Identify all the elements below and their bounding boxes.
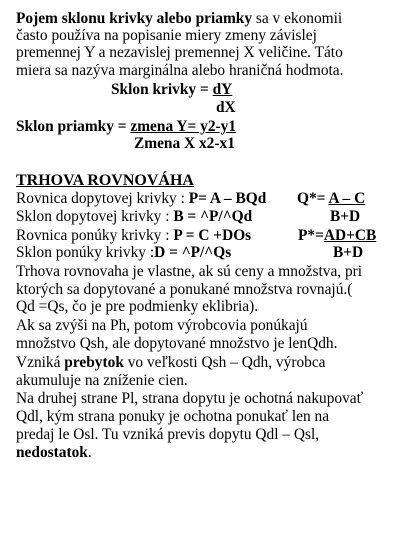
body-p2-line-2: množstvo Qsh, ale dopytované množstvo je lenQdh.	[16, 335, 338, 352]
intro-line-1	[16, 10, 342, 27]
shortage-period: .	[87, 444, 92, 461]
body-p4-line-2: Qdl, kým strana ponuky je ochotna ponukať len na	[16, 408, 330, 425]
p-star-denominator: B+D	[333, 244, 364, 261]
row-3-equation: P = C +DOs	[173, 227, 252, 244]
surplus-term: prebytok	[64, 354, 124, 371]
intro-line-3: premennej Y a nezavislej premennej X veličine. Táto	[16, 44, 343, 61]
body-p4-line-1: Na druhej strane Pl, strana dopytu je ochotná nakupovať	[16, 390, 364, 407]
q-star-denominator: B+D	[330, 208, 361, 225]
intro-line-4: miera sa nazýva marginálna alebo hraničná hodmota.	[16, 62, 344, 79]
row-4-colon: :	[145, 244, 155, 261]
row-1-equation: P= A – BQd	[188, 190, 267, 207]
body-p2-line-1: Ak sa zvýši na Ph, potom výrobcovia ponúkajú	[16, 317, 308, 334]
row-2-colon: :	[161, 208, 174, 225]
body-p4-line-3: predaj le Osl. Tu vzniká previs dopytu Qdl – Qsl,	[16, 426, 320, 443]
body-p1-line-3: Qd =Qs, čo je pre podmienky eklibria).	[16, 298, 259, 315]
surplus-intro: Vzniká	[16, 354, 65, 371]
body-p4-line-4	[16, 444, 92, 461]
surplus-rest: vo veľkosti Qsh – Qdh, výrobca	[123, 354, 326, 371]
p-star-formula	[298, 227, 376, 244]
row-1-label: Rovnica dopytovej krivky	[16, 190, 177, 207]
equation-row-3	[16, 227, 251, 244]
body-p3-line-2: akumuluje na zníženie cien.	[16, 372, 188, 389]
p-star-label: P*=	[298, 227, 324, 244]
line-slope-denominator: Zmena X x2-x1	[134, 135, 235, 152]
row-4-equation: D = ^P/^Qs	[154, 244, 232, 261]
q-star-numerator: A – C	[328, 190, 366, 207]
row-3-label: Rovnica ponúky krivky	[16, 227, 162, 244]
body-p1-line-2: ktorých sa dopytované a ponukané množstva rovnajú.(	[16, 281, 353, 298]
intro-line-1-rest: sa v ekonomii	[252, 10, 343, 27]
row-1-colon: :	[176, 190, 189, 207]
row-2-equation: B = ^P/^Qd	[173, 208, 253, 225]
curve-slope-formula	[111, 81, 232, 98]
body-p3-line-1	[16, 354, 326, 371]
section-title: TRHOVA ROVNOVÁHA	[16, 172, 194, 189]
body-p1-line-1: Trhova rovnovaha je vlastne, ak sú ceny a množstva, pri	[16, 263, 363, 280]
curve-slope-label: Sklon krivky =	[111, 81, 213, 98]
row-4-label: Sklon ponúky krivky	[16, 244, 146, 261]
q-star-label: Q*=	[297, 190, 329, 207]
row-2-label: Sklon dopytovej krivky	[16, 208, 162, 225]
line-slope-formula	[16, 118, 236, 135]
line-slope-label: Sklon priamky =	[16, 118, 131, 135]
q-star-formula	[297, 190, 365, 207]
equation-row-4	[16, 244, 231, 261]
intro-line-2: často používa na popisanie miery zmeny závislej	[16, 27, 317, 44]
curve-slope-denominator: dX	[216, 99, 236, 116]
p-star-numerator: AD+CB	[323, 227, 377, 244]
intro-term: Pojem sklonu krivky alebo priamky	[16, 10, 253, 27]
equation-row-1	[16, 190, 266, 207]
row-3-colon: :	[161, 227, 174, 244]
line-slope-numerator: zmena Y= y2-y1	[130, 118, 237, 135]
curve-slope-numerator: dY	[212, 81, 233, 98]
equation-row-2	[16, 208, 252, 225]
shortage-term: nedostatok	[16, 444, 88, 461]
